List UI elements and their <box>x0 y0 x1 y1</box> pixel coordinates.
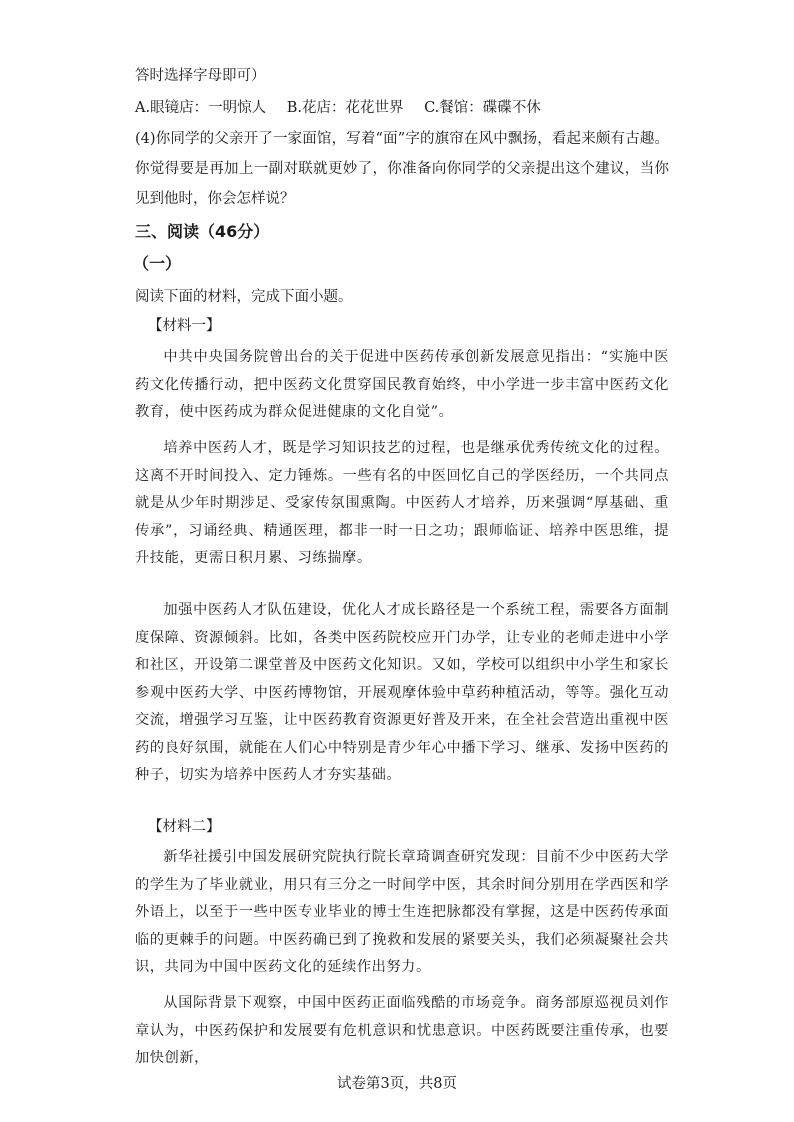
material-1-para-1: 中共中央国务院曾出台的关于促进中医药传承创新发展意见指出：“实施中医药文化传播行动，把中医药文化贯穿国民教育始终，中小学进一步丰富中医药文化教育，使中医药成为群众促进健康的文化自觉”。 <box>135 349 669 420</box>
material-2-para-2: 从国际背景下观察，中国中医药正面临残酷的市场竞争。商务部原巡视员刘作章认为，中医药保护和发展要有危机意识和忧患意识。中医药既要注重传承，也要加快创新， <box>135 995 669 1066</box>
material-1-label: 【材料一】 <box>148 318 221 334</box>
options-row <box>135 98 557 118</box>
question-4: (4)你同学的父亲开了一家面馆，写着“面”字的旗帘在风中飘扬，看起来颇有古趣。你觉得要是再加上一副对联就更妙了，你准备向你同学的父亲提出这个建议，当你见到他时，你会怎样说？ <box>135 131 669 207</box>
question-tail: 答时选择字母即可） <box>135 68 266 84</box>
material-2-label: 【材料二】 <box>148 819 221 835</box>
section-subtitle: （一） <box>133 254 182 273</box>
option-b: B.花店：花花世界 <box>286 100 404 116</box>
page-footer: 试卷第3页，共8页 <box>337 1076 457 1092</box>
material-2-para-1: 新华社援引中国发展研究院执行院长章琦调查研究发现：目前不少中医药大学的学生为了毕业就业，用只有三分之一时间学中医，其余时间分别用在学西医和学外语上，以至于一些中医专业毕业的博士生连把脉都没有掌握，这是中医药传承面临的更棘手的问题。中医药确已到了挽救和发展的紧要关头，我们必须凝聚社会共识，共同为中国中医药文化的延续作出努力。 <box>135 849 669 975</box>
material-1-para-2: 培养中医药人才，既是学习知识技艺的过程，也是继承优秀传统文化的过程。这离不开时间投入、定力锤炼。一些有名的中医回忆自己的学医经历，一个共同点就是从少年时期涉足、受家传氛围熏陶。中医药人才培养，历来强调“厚基础、重传承”，习诵经典、精通医理，都非一时一日之功；跟师临证、培养中医思维，提升技能，更需日积月累、习练揣摩。 <box>135 440 669 566</box>
option-c: C.餐馆：碟碟不休 <box>424 100 541 116</box>
option-a: A.眼镜店：一明惊人 <box>135 100 267 116</box>
section-title: 三、阅读（46分） <box>135 222 270 241</box>
section-instruction: 阅读下面的材料，完成下面小题。 <box>135 289 353 305</box>
material-1-para-3: 加强中医药人才队伍建设，优化人才成长路径是一个系统工程，需要各方面制度保障、资源倾斜。比如，各类中医药院校应开门办学，让专业的老师走进中小学和社区，开设第二课堂普及中医药文化知识。又如，学校可以组织中小学生和家长参观中医药大学、中医药博物馆，开展观摩体验中草药种植活动，等等。强化互动交流，增强学习互鉴，让中医药教育资源更好普及开来，在全社会营造出重视中医药的良好氛围，就能在人们心中特别是青少年心中播下学习、继承、发扬中医药的种子，切实为培养中医药人才夯实基础。 <box>135 602 669 783</box>
